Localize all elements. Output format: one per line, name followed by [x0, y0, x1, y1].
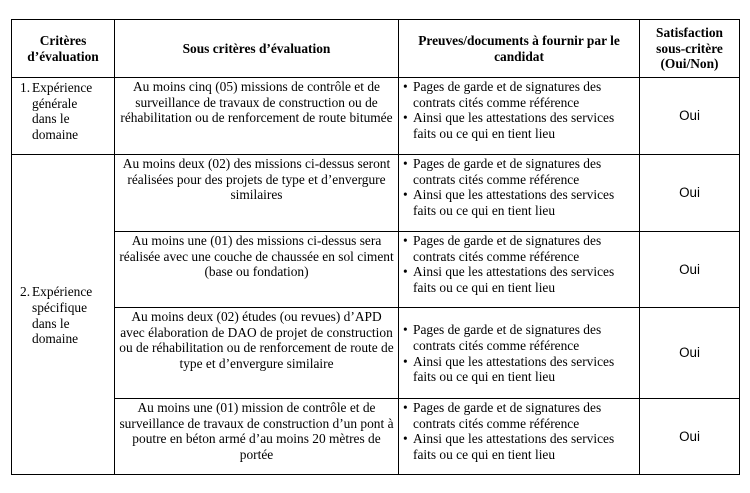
list-item: • Pages de garde et de signatures des contrats cités comme référence: [403, 400, 635, 431]
header-subcriteria: Sous critères d’évaluation: [115, 20, 399, 78]
criterion-general: [12, 78, 115, 155]
proofs-list: [403, 156, 635, 218]
subcriterion-cell: Au moins une (01) mission de contrôle et de surveillance de travaux de construction d’un pont à poutre en béton armé d’au moins 20 mètres de portée: [115, 399, 399, 475]
proofs-cell: [399, 232, 640, 308]
proofs-cell: [399, 78, 640, 155]
proofs-list: [403, 79, 635, 141]
table-row: [12, 308, 740, 399]
proofs-cell: [399, 155, 640, 232]
header-proofs: Preuves/documents à fournir par le candidat: [399, 20, 640, 78]
table-row: [12, 155, 740, 232]
list-item: • Ainsi que les attestations des services faits ou ce qui en tient lieu: [403, 110, 635, 141]
proofs-list: [403, 322, 635, 384]
proofs-list: [403, 400, 635, 462]
proofs-cell: [399, 308, 640, 399]
subcriterion-cell: Au moins cinq (05) missions de contrôle et de surveillance de travaux de construction ou de réhabilitation ou de renforcement de route bitumée: [115, 78, 399, 155]
list-item: • Pages de garde et de signatures des contrats cités comme référence: [403, 233, 635, 264]
criterion-specific: [12, 155, 115, 475]
evaluation-criteria-table: [11, 19, 740, 475]
table-row: [12, 78, 740, 155]
subcriterion-cell: Au moins deux (02) études (ou revues) d’APD avec élaboration de DAO de projet de construction ou de réhabilitation ou de renforcement de route de type et d’envergure similaire: [115, 308, 399, 399]
table-row: [12, 232, 740, 308]
list-item: • Pages de garde et de signatures des contrats cités comme référence: [403, 322, 635, 353]
list-item: • Ainsi que les attestations des services faits ou ce qui en tient lieu: [403, 187, 635, 218]
satisfaction-cell: Oui: [640, 78, 740, 155]
header-satisfaction: Satisfaction sous-critère (Oui/Non): [640, 20, 740, 78]
subcriterion-cell: Au moins deux (02) des missions ci-dessus seront réalisées pour des projets de type et d’envergure similaires: [115, 155, 399, 232]
list-item: • Ainsi que les attestations des services faits ou ce qui en tient lieu: [403, 431, 635, 462]
satisfaction-cell: Oui: [640, 308, 740, 399]
satisfaction-cell: Oui: [640, 399, 740, 475]
list-item: • Ainsi que les attestations des services faits ou ce qui en tient lieu: [403, 264, 635, 295]
table-row: [12, 399, 740, 475]
satisfaction-cell: Oui: [640, 232, 740, 308]
list-item: • Pages de garde et de signatures des contrats cités comme référence: [403, 79, 635, 110]
criterion-label: Expérience générale dans le domaine: [32, 80, 93, 142]
table-header-row: [12, 20, 740, 78]
list-item: • Pages de garde et de signatures des contrats cités comme référence: [403, 156, 635, 187]
criterion-number: 1.: [20, 80, 31, 95]
proofs-cell: [399, 399, 640, 475]
list-item: • Ainsi que les attestations des services faits ou ce qui en tient lieu: [403, 354, 635, 385]
criterion-number: 2.: [20, 284, 31, 300]
subcriterion-cell: Au moins une (01) des missions ci-dessus sera réalisée avec une couche de chaussée en sol ciment (base ou fondation): [115, 232, 399, 308]
criterion-label: Expérience spécifique dans le domaine: [32, 284, 93, 347]
proofs-list: [403, 233, 635, 295]
satisfaction-cell: Oui: [640, 155, 740, 232]
header-criteria: Critères d’évaluation: [12, 20, 115, 78]
